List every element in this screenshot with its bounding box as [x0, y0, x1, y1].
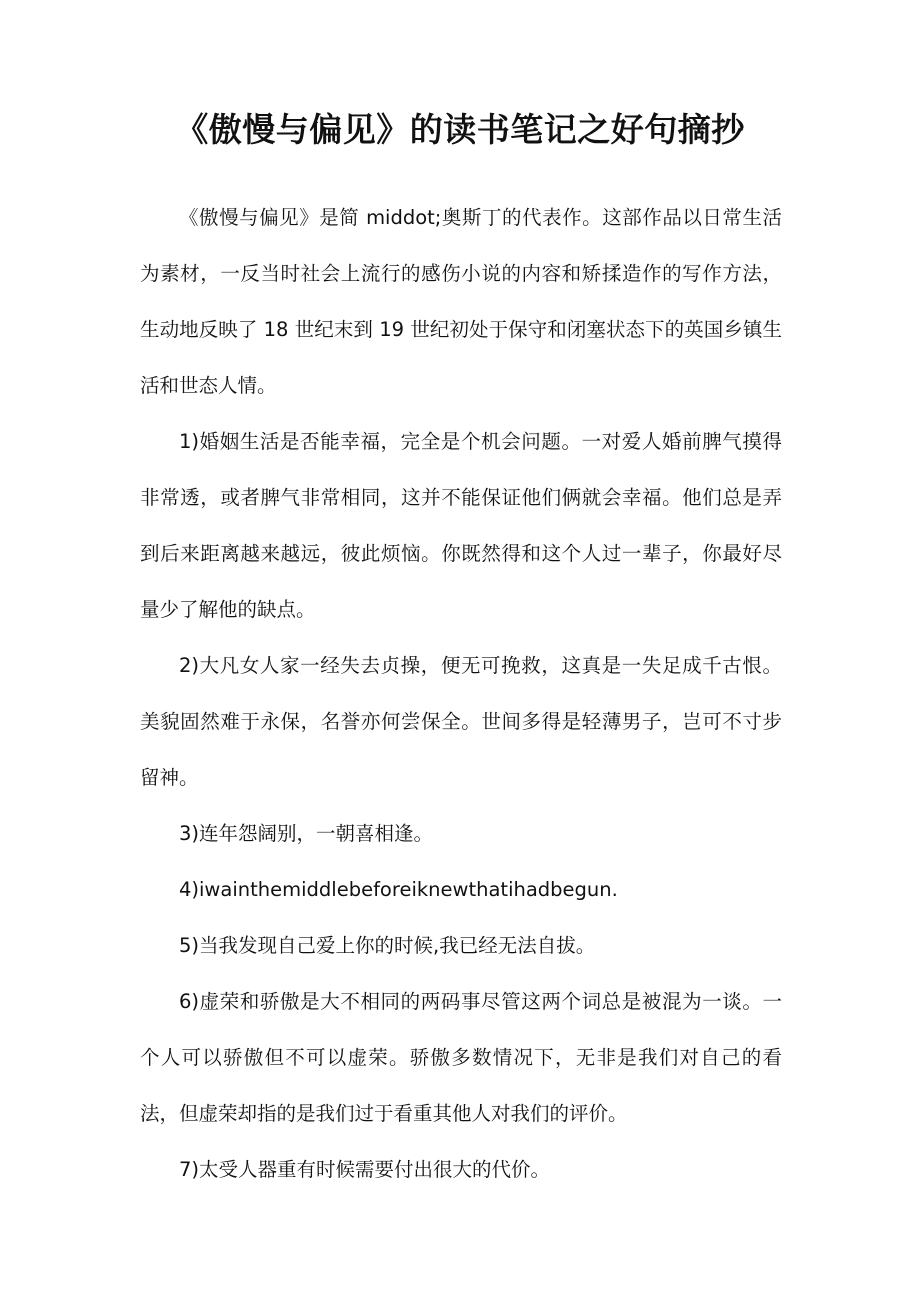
quote-paragraph-1: 1)婚姻生活是否能幸福，完全是个机会问题。一对爱人婚前脾气摸得非常透，或者脾气非常相同，这并不能保证他们俩就会幸福。他们总是弄到后来距离越来越远，彼此烦恼。你既然得和这个人过一辈子，你最好尽量少了解他的缺点。 [140, 430, 782, 621]
quote-paragraph-6: 6)虚荣和骄傲是大不相同的两码事尽管这两个词总是被混为一谈。一个人可以骄傲但不可以虚荣。骄傲多数情况下，无非是我们对自己的看法，但虚荣却指的是我们过于看重其他人对我们的评价。 [140, 990, 782, 1125]
quote-paragraph-7: 7)太受人器重有时候需要付出很大的代价。 [179, 1158, 551, 1181]
quote-paragraph-2: 2)大凡女人家一经失去贞操，便无可挽救，这真是一失足成千古恨。美貌固然难于永保，名誉亦何尝保全。世间多得是轻薄男子，岂可不寸步留神。 [140, 654, 782, 789]
quote-paragraph-5: 5)当我发现自己爱上你的时候,我已经无法自拔。 [179, 934, 596, 957]
document-title: 《傲慢与偏见》的读书笔记之好句摘抄 [175, 110, 745, 149]
document-body [140, 190, 782, 1198]
intro-paragraph: 《傲慢与偏见》是简 middot;奥斯丁的代表作。这部作品以日常生活为素材，一反当时社会上流行的感伤小说的内容和矫揉造作的写作方法，生动地反映了 18 世纪末到 19 世纪初处于保守和闭塞状态下的英国乡镇生活和世态人情。 [140, 206, 782, 397]
quote-paragraph-4: 4)iwainthemiddlebeforeiknewthatihadbegun. [179, 878, 618, 901]
quote-paragraph-3: 3)连年怨阔别，一朝喜相逢。 [179, 822, 434, 845]
